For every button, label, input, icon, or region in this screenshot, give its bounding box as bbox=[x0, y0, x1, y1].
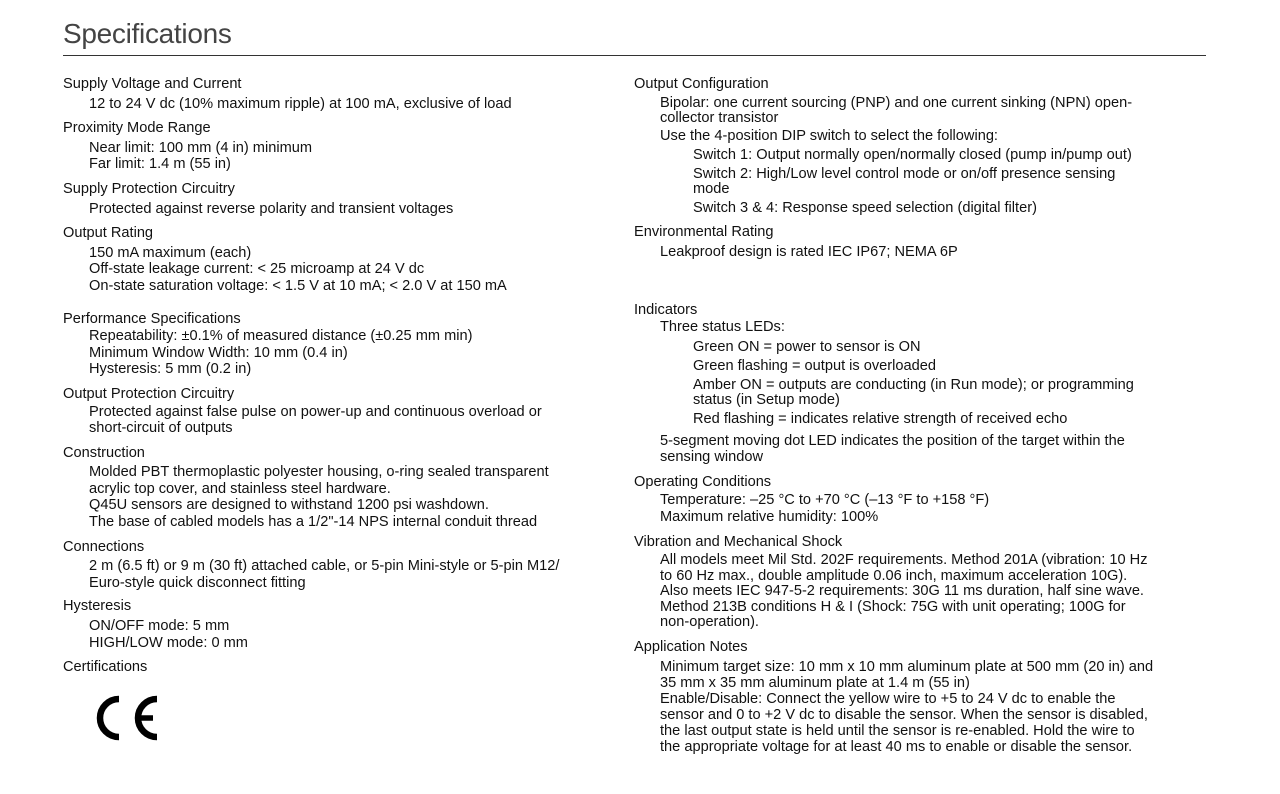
spec-line: acrylic top cover, and stainless steel hardware. bbox=[89, 480, 391, 497]
spec-line: Three status LEDs: bbox=[660, 319, 785, 336]
switch-line: Switch 2: High/Low level control mode or on/off presence sensing bbox=[693, 165, 1116, 182]
spec-line: Q45U sensors are designed to withstand 1200 psi washdown. bbox=[89, 497, 489, 514]
spec-line: Temperature: –25 °C to +70 °C (–13 °F to +158 °F) bbox=[660, 492, 990, 509]
title-divider bbox=[63, 55, 1206, 56]
spec-line: Maximum relative humidity: 100% bbox=[660, 508, 879, 525]
section-heading: Environmental Rating bbox=[634, 224, 774, 241]
right-column bbox=[634, 75, 1206, 755]
section-heading: Output Protection Circuitry bbox=[63, 385, 235, 402]
section-vibration bbox=[634, 534, 1206, 632]
section-heading: Output Rating bbox=[63, 225, 154, 242]
section-heading: Supply Protection Circuitry bbox=[63, 180, 235, 197]
spec-line: Repeatability: ±0.1% of measured distance (±0.25 mm min) bbox=[89, 328, 473, 345]
spec-line: Method 213B conditions H & I (Shock: 75G with unit operating; 100G for bbox=[660, 598, 1126, 615]
page-title: Specifications bbox=[63, 18, 232, 49]
spec-line: sensing window bbox=[660, 449, 764, 466]
section-environmental bbox=[634, 224, 1206, 260]
section-heading: Application Notes bbox=[634, 639, 748, 656]
spec-line: Protected against reverse polarity and transient voltages bbox=[89, 200, 454, 217]
spec-line: the last output state is held until the sensor is re-enabled. Hold the wire to bbox=[660, 722, 1135, 739]
spec-line: Off-state leakage current: < 25 microamp at 24 V dc bbox=[89, 261, 425, 278]
spec-line: Far limit: 1.4 m (55 in) bbox=[89, 156, 231, 173]
spec-line: Hysteresis: 5 mm (0.2 in) bbox=[89, 361, 252, 378]
spec-line: ON/OFF mode: 5 mm bbox=[89, 618, 230, 635]
section-output-protection bbox=[63, 386, 608, 437]
spec-line: to 60 Hz max., double amplitude 0.06 inch, maximum acceleration 10G). bbox=[660, 567, 1128, 584]
spec-line: All models meet Mil Std. 202F requirements. Method 201A (vibration: 10 Hz bbox=[660, 552, 1148, 569]
spec-line: Leakproof design is rated IEC IP67; NEMA 6P bbox=[660, 243, 958, 260]
section-output-rating bbox=[63, 225, 608, 294]
switch-line: mode bbox=[693, 180, 730, 197]
section-application-notes bbox=[634, 639, 1206, 755]
spec-line: the appropriate voltage for at least 40 ms to enable or disable the sensor. bbox=[660, 738, 1133, 755]
spec-line: 35 mm x 35 mm aluminum plate at 1.4 m (55 in) bbox=[660, 674, 970, 691]
spec-line: Molded PBT thermoplastic polyester housing, o-ring sealed transparent bbox=[89, 464, 549, 481]
section-heading: Connections bbox=[63, 538, 145, 555]
section-heading: Proximity Mode Range bbox=[63, 120, 211, 137]
section-hysteresis bbox=[63, 598, 608, 651]
switch-line: Switch 3 & 4: Response speed selection (digital filter) bbox=[693, 199, 1037, 216]
section-proximity-range bbox=[63, 120, 608, 173]
section-supply-voltage bbox=[63, 76, 608, 112]
spec-line: short-circuit of outputs bbox=[89, 420, 233, 437]
spec-line: 12 to 24 V dc (10% maximum ripple) at 100 mA, exclusive of load bbox=[89, 95, 512, 112]
section-operating-conditions bbox=[634, 474, 1206, 526]
section-heading: Operating Conditions bbox=[634, 473, 772, 490]
section-performance bbox=[63, 311, 608, 378]
spec-line: Also meets IEC 947-5-2 requirements: 30G 11 ms duration, half sine wave. bbox=[660, 583, 1144, 600]
spec-line: The base of cabled models has a 1/2"-14 NPS internal conduit thread bbox=[89, 514, 538, 531]
section-construction bbox=[63, 445, 608, 531]
section-heading: Construction bbox=[63, 444, 145, 461]
section-supply-protection bbox=[63, 181, 608, 217]
section-heading: Certifications bbox=[63, 659, 148, 676]
spec-line: Bipolar: one current sourcing (PNP) and one current sinking (NPN) open- bbox=[660, 94, 1133, 111]
spec-line: Protected against false pulse on power-up and continuous overload or bbox=[89, 403, 542, 420]
led-line: Green flashing = output is overloaded bbox=[693, 358, 936, 375]
spec-line: Minimum target size: 10 mm x 10 mm aluminum plate at 500 mm (20 in) and bbox=[660, 658, 1154, 675]
section-heading: Vibration and Mechanical Shock bbox=[634, 533, 843, 550]
spec-line: On-state saturation voltage: < 1.5 V at 10 mA; < 2.0 V at 150 mA bbox=[89, 277, 507, 294]
spec-line: Use the 4-position DIP switch to select the following: bbox=[660, 127, 998, 144]
spec-line: collector transistor bbox=[660, 109, 779, 126]
section-heading: Supply Voltage and Current bbox=[63, 76, 242, 92]
section-certifications bbox=[63, 659, 608, 676]
led-line: Amber ON = outputs are conducting (in Run mode); or programming bbox=[693, 376, 1134, 393]
spec-line: 5-segment moving dot LED indicates the position of the target within the bbox=[660, 432, 1125, 449]
spec-line: sensor and 0 to +2 V dc to disable the sensor. When the sensor is disabled, bbox=[660, 706, 1148, 723]
spec-line: 2 m (6.5 ft) or 9 m (30 ft) attached cable, or 5-pin Mini-style or 5-pin M12/ bbox=[89, 558, 560, 575]
section-connections bbox=[63, 539, 608, 592]
switch-line: Switch 1: Output normally open/normally closed (pump in/pump out) bbox=[693, 147, 1132, 164]
spec-line: 150 mA maximum (each) bbox=[89, 244, 252, 261]
section-heading: Hysteresis bbox=[63, 598, 132, 615]
left-column bbox=[63, 75, 608, 676]
led-line: Green ON = power to sensor is ON bbox=[693, 338, 921, 355]
section-heading: Performance Specifications bbox=[63, 310, 241, 327]
led-line: Red flashing = indicates relative strength of received echo bbox=[693, 410, 1068, 427]
section-heading: Indicators bbox=[634, 301, 698, 318]
section-indicators bbox=[634, 302, 1206, 466]
ce-mark-logo bbox=[89, 693, 159, 743]
section-output-configuration bbox=[634, 76, 1206, 216]
spec-line: Euro-style quick disconnect fitting bbox=[89, 574, 306, 591]
spec-line: HIGH/LOW mode: 0 mm bbox=[89, 634, 248, 651]
led-line: status (in Setup mode) bbox=[693, 391, 840, 408]
section-heading: Output Configuration bbox=[634, 76, 769, 92]
spec-line: Minimum Window Width: 10 mm (0.4 in) bbox=[89, 344, 348, 361]
spec-line: Enable/Disable: Connect the yellow wire to +5 to 24 V dc to enable the bbox=[660, 690, 1116, 707]
spec-line: Near limit: 100 mm (4 in) minimum bbox=[89, 139, 312, 156]
spec-line: non-operation). bbox=[660, 614, 759, 631]
